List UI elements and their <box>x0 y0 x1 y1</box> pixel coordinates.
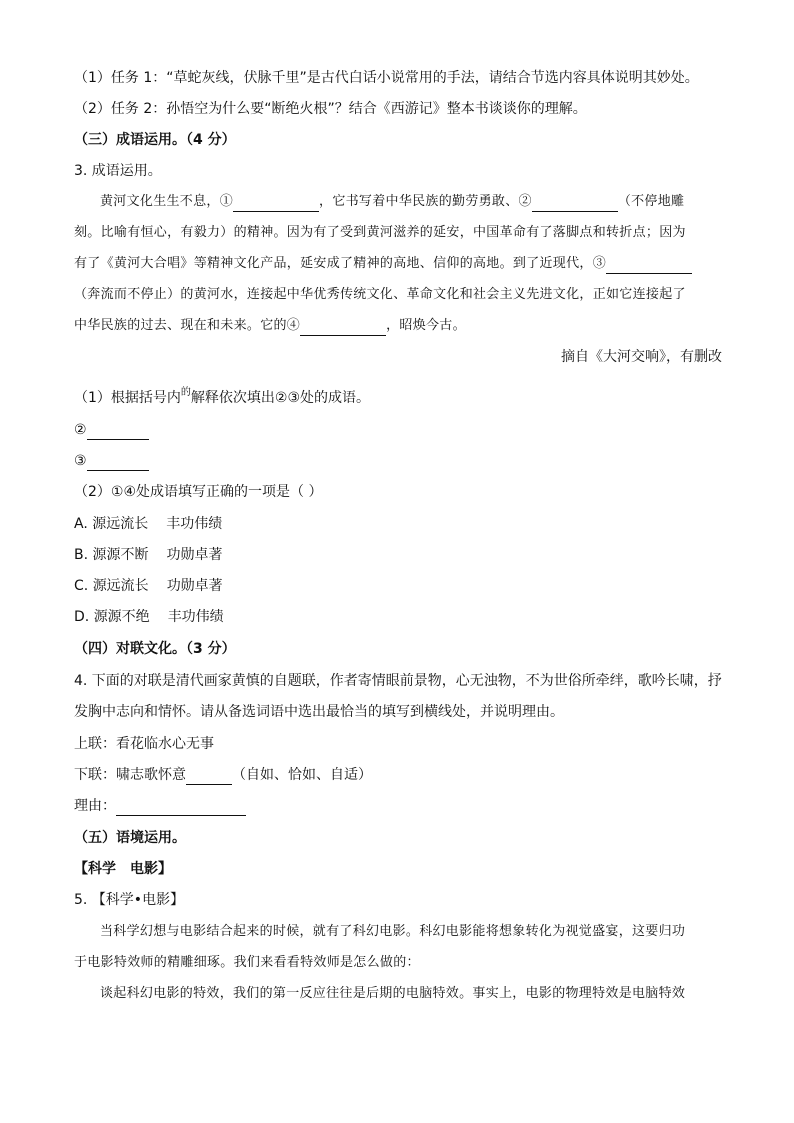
couplet-lower <box>74 765 372 785</box>
option-idiom-1: 源源不绝 <box>93 609 150 625</box>
passage-text: 有了《黄河大合唱》等精神文化产品，延安成了精神的高地、信仰的高地。到了近现代，③ <box>74 256 607 271</box>
passage-line-2: 刻。比喻有恒心，有毅力）的精神。因为有了受到黄河滋养的延安，中国革命有了落脚点和转折点；因为 <box>74 225 686 240</box>
sub-question-1 <box>74 388 370 410</box>
option-idiom-2: 功勋卓著 <box>166 547 223 563</box>
option-d[interactable] <box>74 607 224 627</box>
option-letter: C. <box>74 578 89 594</box>
option-idiom-2: 丰功伟绩 <box>167 609 224 625</box>
blank-1[interactable] <box>233 197 319 212</box>
passage-text: ，它书写着中华民族的勤劳勇敢、② <box>319 194 532 209</box>
superscript-char: 的 <box>180 387 191 398</box>
option-idiom-2: 功勋卓著 <box>166 578 223 594</box>
answer-label: ② <box>74 422 87 438</box>
option-letter: D. <box>74 609 90 625</box>
section-5-bracket-title: 【科学 电影】 <box>74 861 172 877</box>
answer-line-2 <box>74 420 149 440</box>
answer-label: ③ <box>74 453 87 469</box>
option-idiom-1: 源远流长 <box>92 578 149 594</box>
answer-blank-2[interactable] <box>87 425 149 440</box>
option-idiom-2: 丰功伟绩 <box>166 516 223 532</box>
blank-3[interactable] <box>606 259 692 274</box>
blank-4[interactable] <box>300 321 386 336</box>
option-c[interactable] <box>74 576 223 596</box>
couplet-lower-text: 下联：啸志歌怀意 <box>74 767 186 783</box>
passage-line-4: （奔流而不停止）的黄河水，连接起中华优秀传统文化、革命文化和社会主义先进文化，正如它连接起了 <box>74 287 686 302</box>
passage-line-5 <box>74 316 466 336</box>
option-idiom-1: 源远流长 <box>92 516 149 532</box>
answer-blank-3[interactable] <box>87 456 149 471</box>
question-3-title: 3. 成语运用。 <box>74 163 162 179</box>
passage-line-1 <box>100 192 684 212</box>
couplet-blank[interactable] <box>186 770 232 785</box>
reason-label: 理由： <box>74 798 116 814</box>
reason-blank[interactable] <box>116 801 246 816</box>
option-idiom-1: 源源不断 <box>92 547 149 563</box>
question-5-para-2: 于电影特效师的精雕细琢。我们来看看特效师是怎么做的： <box>74 955 420 970</box>
passage-text: 黄河文化生生不息，① <box>100 194 234 209</box>
passage-line-3 <box>74 254 692 274</box>
section-4-heading: （四）对联文化。（3 分） <box>74 641 236 657</box>
sub-question-2: （2）①④处成语填写正确的一项是（ ） <box>74 484 323 500</box>
passage-source: 摘自《大河交响》，有删改 <box>561 349 722 365</box>
task-2-text: （2）任务 2：孙悟空为什么要“断绝火根”？结合《西游记》整本书谈谈你的理解。 <box>74 101 587 117</box>
sub-question-text: 解释依次填出②③处的成语。 <box>190 390 371 406</box>
question-5-para-3: 谈起科幻电影的特效，我们的第一反应往往是后期的电脑特效。事实上，电影的物理特效是电脑特效 <box>100 986 686 1001</box>
question-4-line-2: 发胸中志向和情怀。请从备选词语中选出最恰当的填写到横线处，并说明理由。 <box>74 704 564 720</box>
couplet-upper: 上联：看花临水心无事 <box>74 736 214 752</box>
option-letter: B. <box>74 547 89 563</box>
section-5-heading: （五）语境运用。 <box>74 830 186 846</box>
passage-text: （不停地雕 <box>617 194 685 209</box>
section-3-heading: （三）成语运用。（4 分） <box>74 132 236 148</box>
option-b[interactable] <box>74 545 223 565</box>
task-1-text: （1）任务 1：“草蛇灰线，伏脉千里”是古代白话小说常用的手法，请结合节选内容具体说明其妙处。 <box>74 70 699 86</box>
reason-line <box>74 796 246 816</box>
sub-question-text: （1）根据括号内 <box>74 390 181 406</box>
question-4-line-1: 4. 下面的对联是清代画家黄慎的自题联，作者寄情眼前景物，心无浊物，不为世俗所牵绊，歌吟长啸，抒 <box>74 673 722 689</box>
blank-2[interactable] <box>532 197 618 212</box>
word-choices: （自如、恰如、自适） <box>232 767 372 783</box>
passage-text: 中华民族的过去、现在和未来。它的④ <box>74 318 301 333</box>
answer-line-3 <box>74 451 149 471</box>
option-a[interactable] <box>74 514 222 534</box>
question-5-para-1: 当科学幻想与电影结合起来的时候，就有了科幻电影。科幻电影能将想象转化为视觉盛宴，这要归功 <box>100 924 686 939</box>
option-letter: A. <box>74 516 88 532</box>
passage-text: ，昭焕今古。 <box>386 318 466 333</box>
question-5-title: 5. 【科学•电影】 <box>74 892 185 908</box>
